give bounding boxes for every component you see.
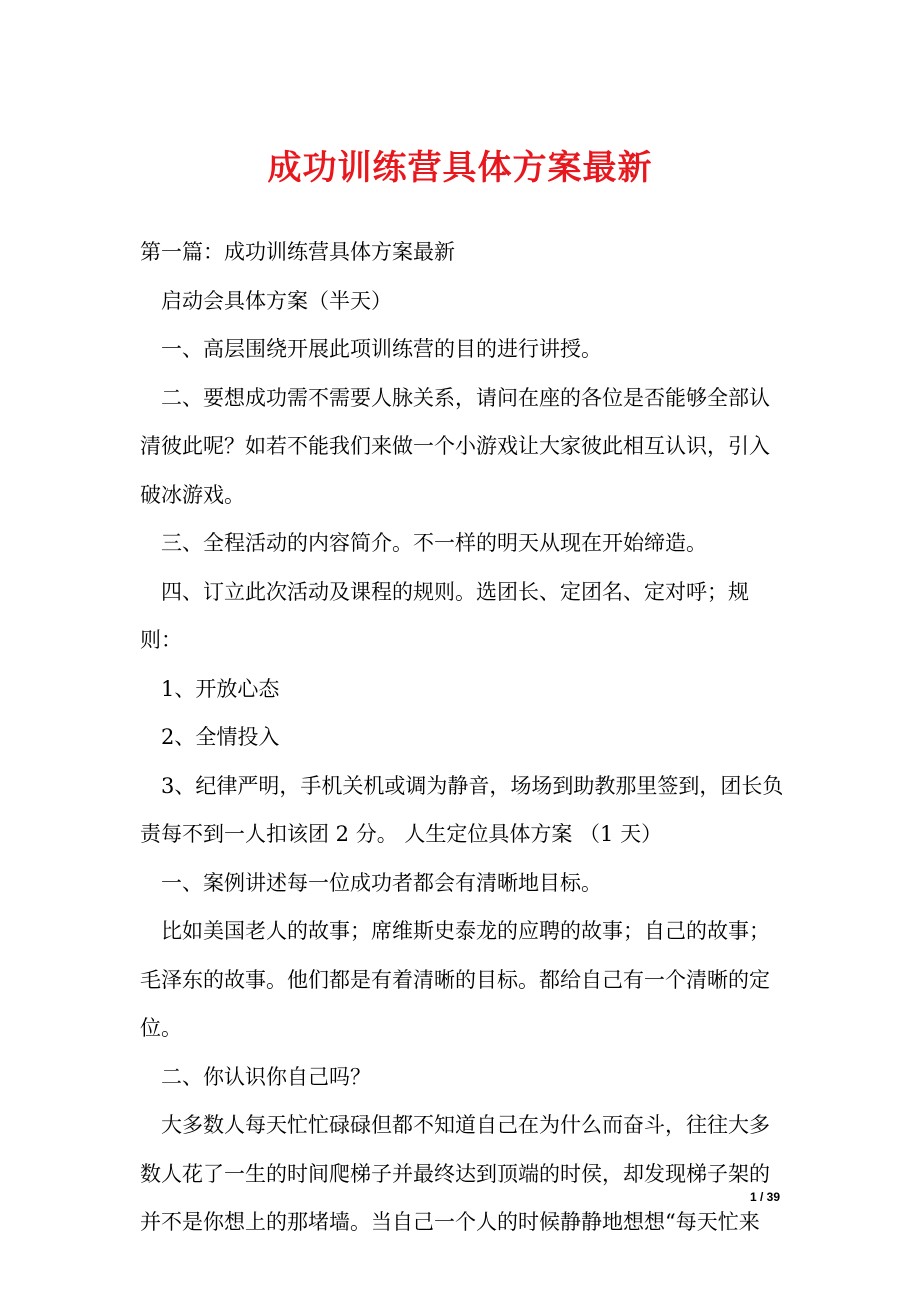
paragraph: 比如美国老人的故事；席维斯史泰龙的应聘的故事；自己的故事；毛泽东的故事。他们都是有着清晰的目标。都给自己有一个清晰的定位。	[140, 919, 770, 1040]
paragraph: 启动会具体方案（半天）	[161, 288, 392, 313]
paragraph: 3、纪律严明，手机关机或调为静音，场场到助教那里签到，团长负责每不到一人扣该团 2 分。 人生定位具体方案 （1 天）	[140, 773, 784, 846]
paragraph: 二、要想成功需不需要人脉关系，请问在座的各位是否能够全部认清彼此呢？如若不能我们来做一个小游戏让大家彼此相互认识，引入破冰游戏。	[140, 385, 770, 507]
paragraph: 三、全程活动的内容简介。不一样的明天从现在开始缔造。	[161, 531, 707, 555]
document-title: 成功训练营具体方案最新	[267, 148, 653, 188]
paragraph: 四、订立此次活动及课程的规则。选团长、定团名、定对呼；规则：	[140, 579, 749, 652]
paragraph: 一、高层围绕开展此项训练营的目的进行讲授。	[161, 337, 602, 361]
paragraph: 二、你认识你自己吗？	[161, 1064, 371, 1089]
paragraph: 一、案例讲述每一位成功者都会有清晰地目标。	[161, 870, 602, 895]
paragraph: 2、全情投入	[161, 725, 280, 749]
document-body	[140, 228, 790, 1247]
paragraph: 1、开放心态	[161, 676, 280, 701]
paragraph: 第一篇：成功训练营具体方案最新	[140, 240, 455, 264]
page-number: 1 / 39	[749, 1190, 780, 1204]
paragraph: 大多数人每天忙忙碌碌但都不知道自己在为什么而奋斗，往往大多数人花了一生的时间爬梯子并最终达到顶端的时侯，却发现梯子架的并不是你想上的那堵墙。当自己一个人的时候静静地想想“每天忙来	[140, 1113, 770, 1234]
